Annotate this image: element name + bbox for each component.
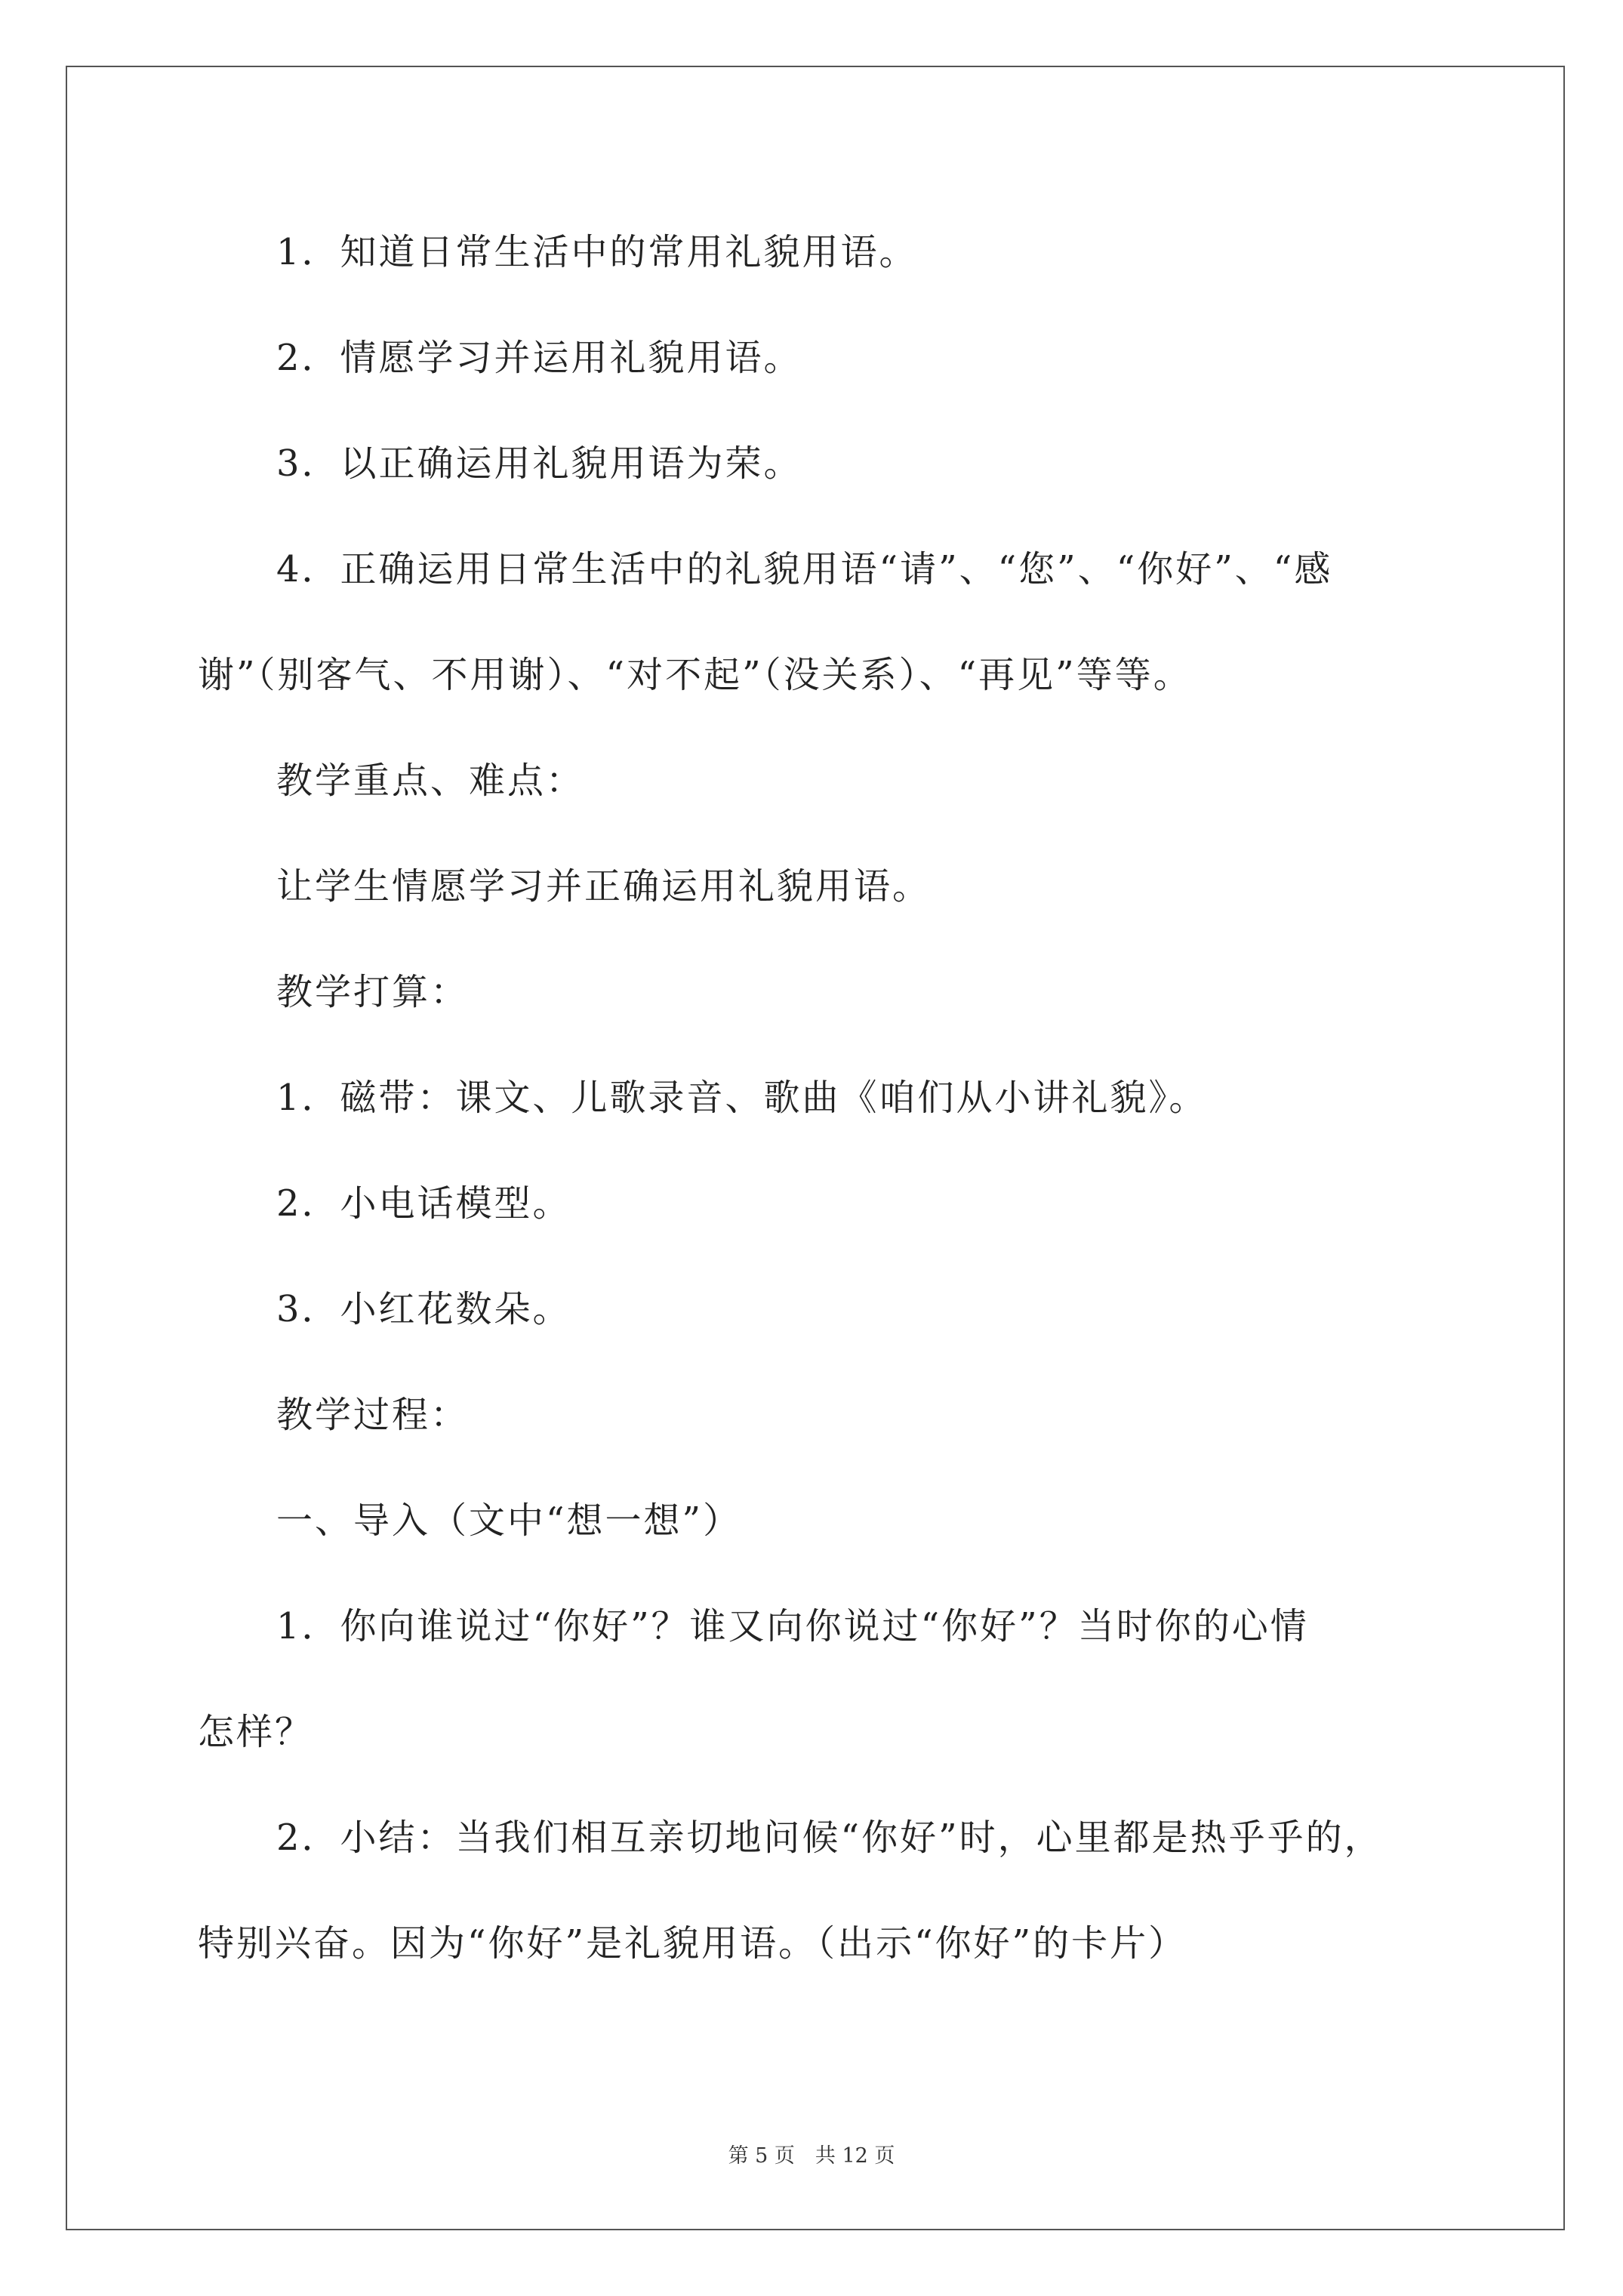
text-line: 1．磁带：课文、儿歌录音、歌曲《咱们从小讲礼貌》。 (276, 1077, 1208, 1119)
section-heading: 教学重点、难点： (276, 760, 585, 802)
text-line: 4．正确运用日常生活中的礼貌用语“请”、“您”、“你好”、“感 (276, 548, 1333, 590)
text-line: 一、导入（文中“想一想”） (276, 1499, 742, 1542)
text-line: 谢”（别客气、不用谢）、“对不起”（没关系）、“再见”等等。 (198, 654, 1192, 696)
section-heading: 教学过程： (276, 1394, 470, 1436)
page-border (66, 66, 1565, 2230)
text-line: 3．以正确运用礼貌用语为荣。 (276, 442, 802, 485)
text-line: 2．小结：当我们相互亲切地问候“你好”时，心里都是热乎乎的， (276, 1817, 1383, 1859)
text-line: 1．你向谁说过“你好”？谁又向你说过“你好”？当时你的心情 (276, 1605, 1309, 1647)
text-line: 特别兴奋。因为“你好”是礼貌用语。（出示“你好”的卡片） (198, 1922, 1187, 1965)
text-line: 1．知道日常生活中的常用礼貌用语。 (276, 231, 918, 273)
text-line: 怎样？ (198, 1711, 314, 1753)
text-line: 让学生情愿学习并正确运用礼貌用语。 (276, 865, 932, 908)
text-line: 2．情愿学习并运用礼貌用语。 (276, 337, 802, 379)
text-line: 2．小电话模型。 (276, 1182, 571, 1225)
text-line: 3．小红花数朵。 (276, 1288, 571, 1330)
page-number: 第 5 页 共 12 页 (728, 2144, 895, 2168)
section-heading: 教学打算： (276, 971, 470, 1013)
